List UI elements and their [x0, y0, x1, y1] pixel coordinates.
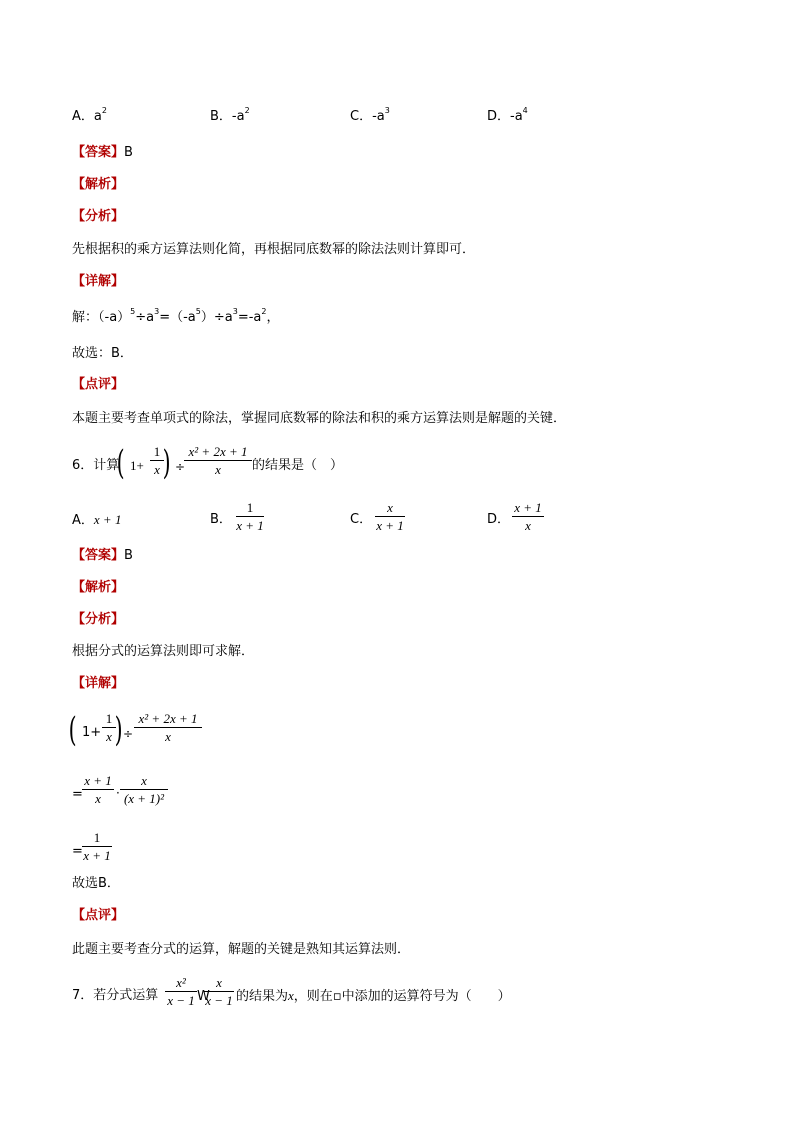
step1-paren-left: (	[68, 710, 77, 750]
step1-paren-right: )	[114, 710, 123, 750]
q6-one: 1+	[130, 458, 144, 473]
q5-option-d: D．$-a^4$	[487, 106, 528, 124]
q6-fenxi-text: 根据分式的运算法则即可求解．	[72, 644, 255, 659]
q6-fraction-2: x² + 2x + 1 x	[184, 444, 252, 477]
q7-fraction-1: x² x − 1	[165, 975, 197, 1008]
q5-option-b: B．$-a^2$	[210, 106, 250, 124]
q5-choose: 故选：B．	[72, 346, 133, 361]
q5-solution: 解：$(-a)^5\div a^3=(-a^5)\div a^3=-a^2$，	[72, 307, 280, 325]
q5-fenxi-tag: 【分析】	[72, 209, 125, 224]
step2-dot: ·	[116, 786, 120, 800]
q5-option-a: A．$a^2$	[72, 106, 107, 124]
q6-option-a: A．x + 1	[72, 512, 122, 528]
q6-comment-tag: 【点评】	[72, 908, 125, 923]
q6-option-c-fraction: x x + 1	[376, 500, 404, 533]
q5-answer: 【答案】B	[72, 145, 133, 160]
q6-paren-left: (	[116, 443, 125, 483]
q6-paren-right: )	[162, 443, 171, 483]
q6-answer: 【答案】B	[72, 548, 133, 563]
step3-eq: =	[72, 844, 83, 859]
q6-choose: 故选B．	[72, 876, 120, 891]
q6-fraction-1: 1 x	[150, 444, 164, 477]
step1-div: ÷	[123, 727, 134, 741]
q6-option-b-label: B．	[210, 512, 232, 527]
q6-option-c-label: C．	[350, 512, 373, 527]
q6-analysis-tag: 【解析】	[72, 580, 125, 595]
q6-option-d-label: D．	[487, 512, 511, 527]
step1-fraction-1: 1 x	[102, 711, 116, 744]
q5-comment-text: 本题主要考查单项式的除法，掌握同底数幂的除法和积的乘方运算法则是解题的关键．	[72, 411, 567, 426]
q6-detail-tag: 【详解】	[72, 676, 125, 691]
q5-analysis-tag: 【解析】	[72, 177, 125, 192]
q7-prefix: 7．若分式运算	[72, 988, 159, 1003]
q6-suffix: 的结果是（ ）	[252, 458, 344, 473]
q5-option-c: C．$-a^3$	[350, 106, 390, 124]
q5-detail-tag: 【详解】	[72, 274, 125, 289]
step1-fraction-2: x² + 2x + 1 x	[134, 711, 202, 744]
q6-fenxi-tag: 【分析】	[72, 612, 125, 627]
q5-comment-tag: 【点评】	[72, 377, 125, 392]
step2-fraction-a: x + 1 x	[82, 773, 114, 806]
step2-eq: =	[72, 787, 83, 802]
q7-fraction-2: x x − 1	[205, 975, 233, 1008]
q6-div: ÷	[175, 460, 186, 474]
step2-fraction-b: x (x + 1)²	[120, 773, 168, 806]
q6-option-b-fraction: 1 x + 1	[236, 500, 264, 533]
step3-fraction: 1 x + 1	[83, 830, 111, 863]
q6-comment-text: 此题主要考查分式的运算，解题的关键是熟知其运算法则．	[72, 942, 411, 957]
q7-mid: 的结果为x，则在▫中添加的运算符号为（ ）	[236, 988, 511, 1004]
q6-option-d-fraction: x + 1 x	[512, 500, 544, 533]
q7-box: W	[197, 989, 210, 1004]
q6-prefix: 6．计算	[72, 458, 120, 473]
q5-fenxi-text: 先根据积的乘方运算法则化简，再根据同底数幂的除法法则计算即可．	[72, 242, 476, 257]
step1-one: 1+	[82, 725, 102, 740]
